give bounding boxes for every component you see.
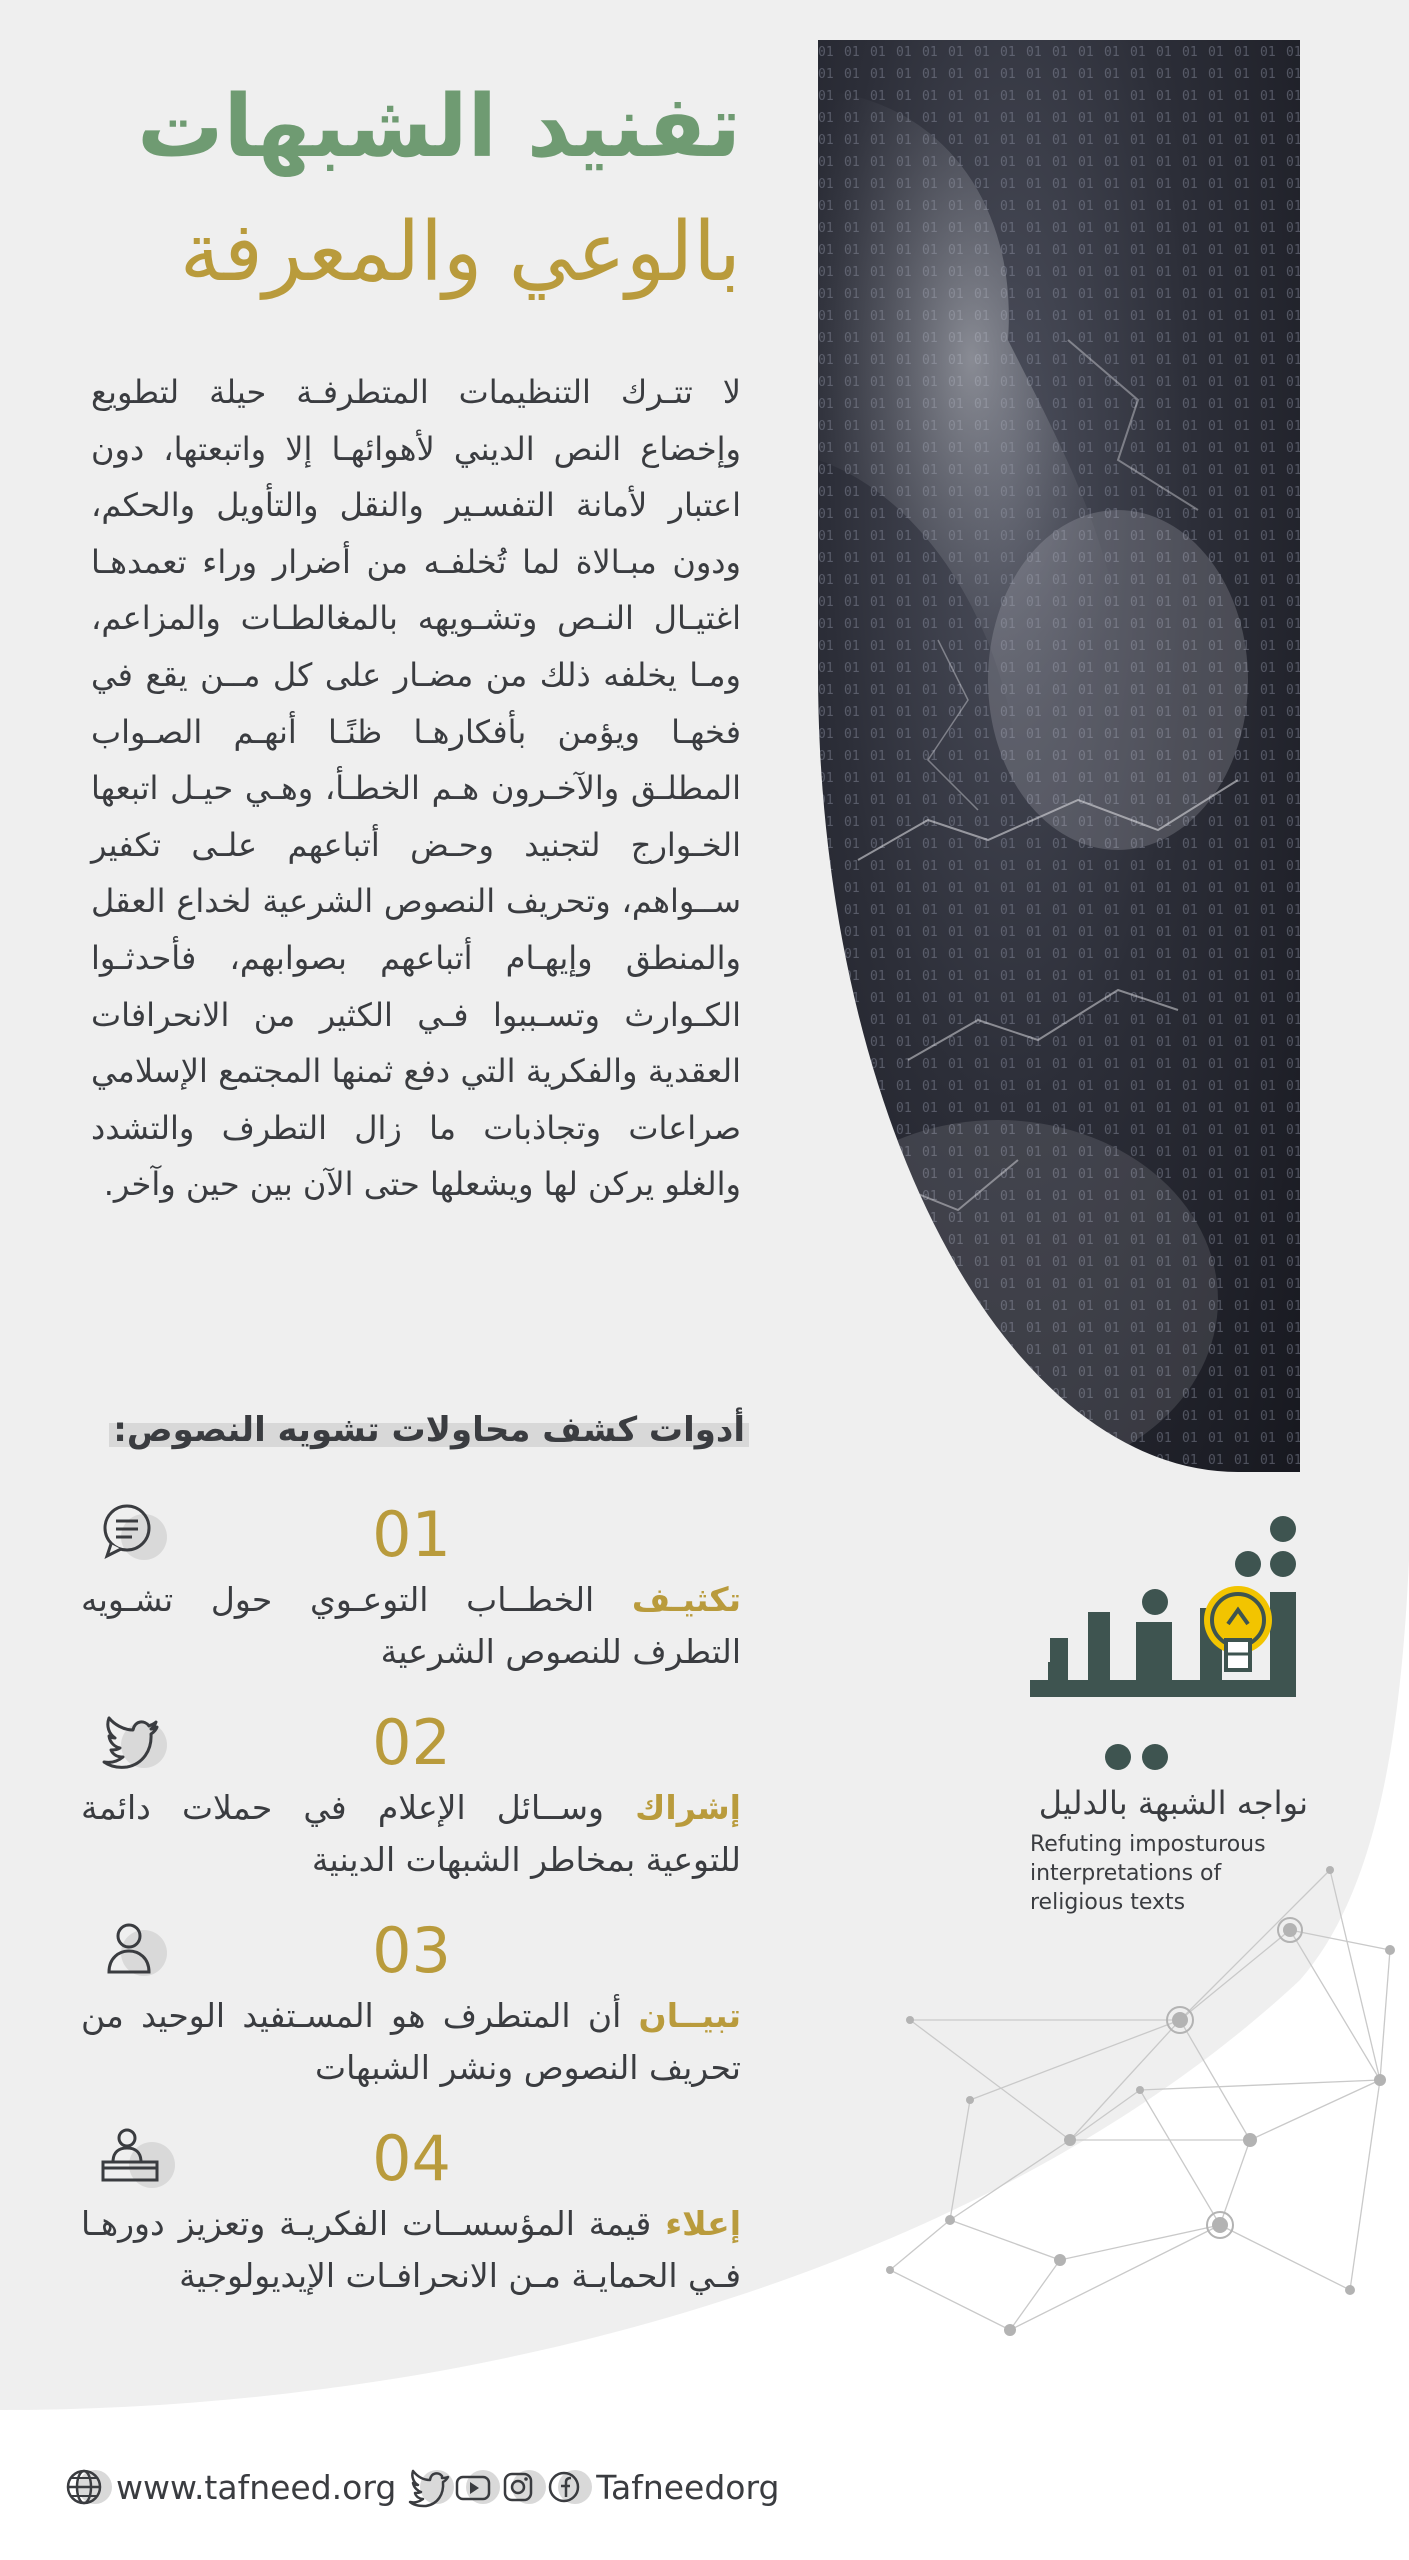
item-number: 01 [372,1498,451,1571]
item-text [81,2198,741,2302]
website-link[interactable]: www.tafneed.org [116,2467,397,2507]
user-icon [99,1920,169,1980]
hero-image [818,40,1300,1472]
list-item [81,1500,741,1690]
chat-icon [99,1504,169,1564]
item-number: 03 [372,1914,451,1987]
page-subtitle: بالوعي والمعرفة [179,205,741,300]
speaker-icon [99,2128,169,2188]
item-number: 02 [372,1706,451,1779]
social-handle[interactable]: Tafneedorg [596,2467,780,2507]
item-text [81,1990,741,2094]
section-title: أدوات كشف محاولات تشويه النصوص: [109,1406,749,1454]
item-keyword: تكثيـف [631,1580,741,1619]
page-title: تفنيد الشبهات [137,77,741,177]
item-keyword: إعلاء [665,2204,741,2243]
list-item [81,1708,741,1898]
item-description: الخطــاب التوعـوي حول تشـويه التطرف للنصوص الشرعية [81,1580,741,1671]
bird-icon [99,1712,169,1772]
item-description: قيمة المؤسســات الفكريـة وتعزيز دورهـا فـي الحمايـة مـن الانحرافـات الإيديولوجية [81,2204,741,2295]
item-keyword: إشراك [635,1788,741,1827]
footer [64,2462,789,2512]
item-text [81,1782,741,1886]
network-decoration [850,1840,1409,2360]
instagram-icon[interactable] [498,2464,544,2510]
item-keyword: تبيــان [638,1996,741,2035]
list-item [81,1916,741,2106]
item-text [81,1574,741,1678]
intro-paragraph: لا تتـرك التنظيمات المتطرفـة حيلة لتطويع وإخضاع النص الديني لأهوائهـا إلا واتبعتها، دون اعتبار لأمانة التفسـير والنقل والتأويل والحكم، ودون مبـالاة لما تُخلفـه من أضرار وراء تعمدهـا اغتيـال النـص وتشـويهه بالمغالطـات والمزاعم، ومـا يخلفه ذلك من مضـار على كل مــن يقع في فخهـا ويؤمن بأفكارهـا ظنًـا أنهـم الصـواب المطلـق والآخـرون هـم الخطـأ، وهـي حيـل اتبعها الخـوارج لتجنيد وحـض أتباعهم علـى تكفير ســواهم، وتحريف النصوص الشرعية لخداع العقل والمنطق وإيهـام أتباعهم بصوابهم، فأحدثـوا الكـوارث وتسـببوا فـي الكثير من الانحرافات العقدية والفكرية التي دفع ثمنها المجتمع الإسلامي صراعات وتجاذبات ما زال التطرف والتشدد والغلو يركن لها ويشعلها حتى الآن بين حين وآخر. [91,373,741,1204]
tafneed-logo [1030,1512,1310,1774]
twitter-icon[interactable] [406,2464,452,2510]
youtube-icon[interactable] [452,2464,498,2510]
brand-tagline-arabic: نواجه الشبهة بالدليل [1038,1784,1308,1822]
list-item [81,2124,741,2374]
item-number: 04 [372,2122,451,2195]
facebook-icon[interactable] [544,2464,590,2510]
item-description: أن المتطرف هو المسـتفيد الوحيد من تحريف النصوص ونشر الشبهات [81,1996,741,2087]
item-description: وســائل الإعلام في حملات دائمة للتوعية بمخاطر الشبهات الدينية [81,1788,741,1879]
globe-icon [64,2464,110,2510]
brand-tagline-english: Refuting imposturous interpretations of religious texts [1030,1832,1266,1915]
